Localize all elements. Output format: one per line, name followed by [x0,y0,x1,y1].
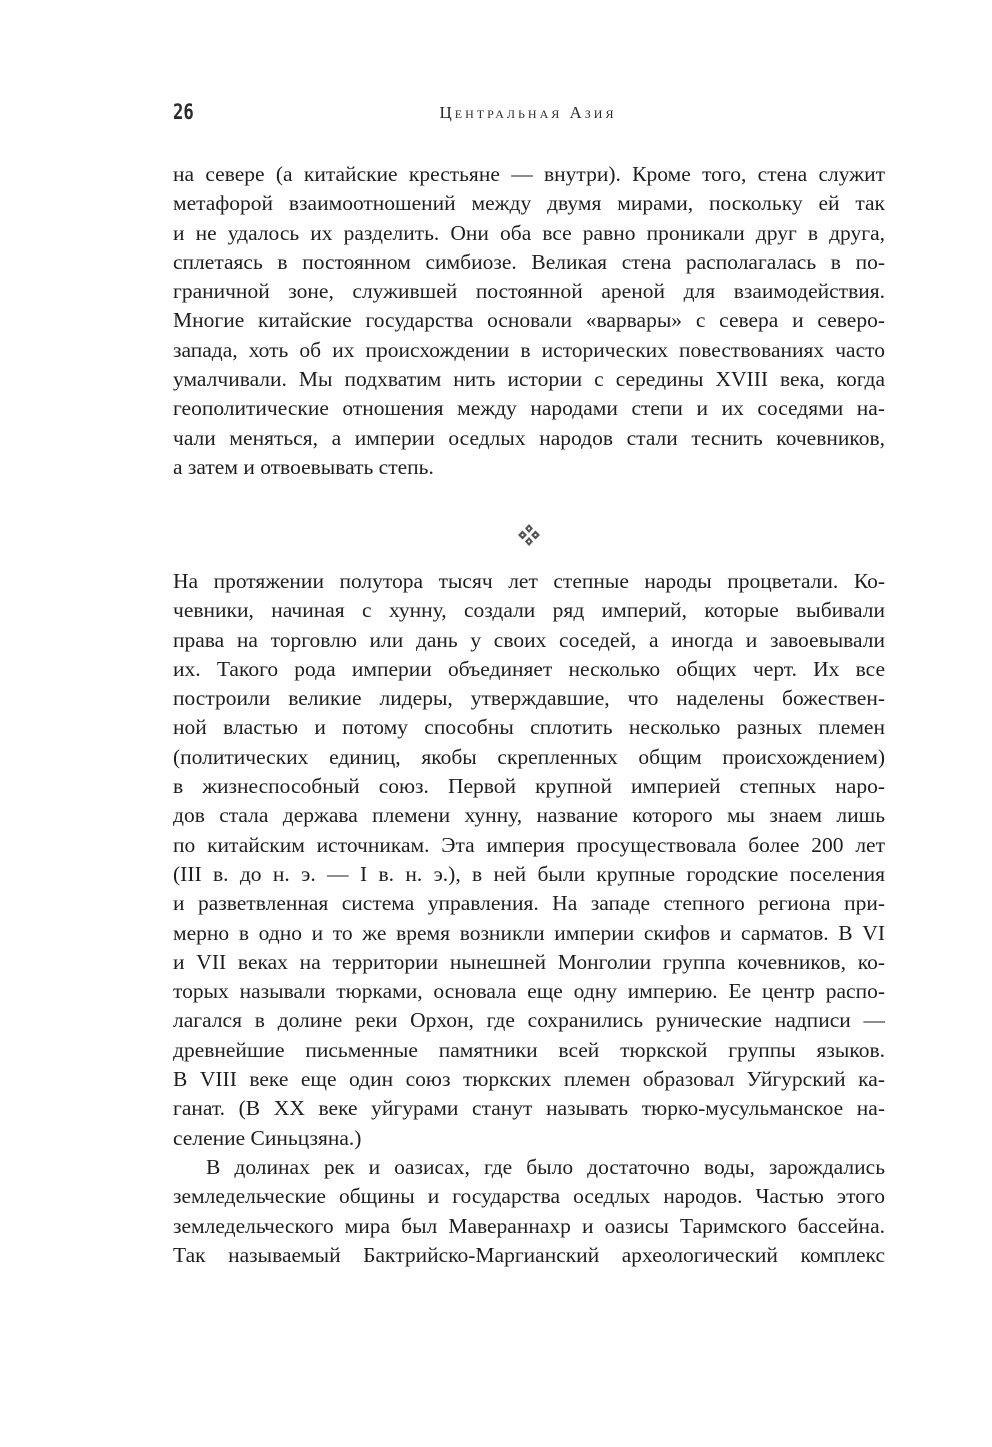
text-line: построили великие лидеры, утверждавшие, что наделены божествен- [173,686,885,711]
page-number: 26 [173,100,194,124]
paragraph-continued [173,160,885,482]
text-line: лагался в долине реки Орхон, где сохранились рунические надписи — [173,1008,885,1033]
text-line: по китайским источникам. Эта империя просуществовала более 200 лет [173,832,885,857]
text-line: права на торговлю или дань у своих соседей, а иногда и завоевывали [173,627,885,652]
text-line: мерно в одно и то же время возникли империи скифов и сарматов. В VI [173,920,885,945]
text-line: селение Синьцзяна.) [173,1125,362,1150]
text-line: умалчивали. Мы подхватим нить истории с середины XVIII века, когда [173,367,885,392]
text-line: чали меняться, а империи оседлых народов стали теснить кочевников, [173,425,885,450]
text-line: а затем и отвоевывать степь. [173,454,434,479]
text-line: и VII веках на территории нынешней Монголии группа кочевников, ко- [173,949,885,974]
text-line: геополитические отношения между народами степи и их соседями на- [173,396,885,421]
text-line: Так называемый Бактрийско-Маргианский археологический комплекс [173,1242,885,1267]
text-line: древнейшие письменные памятники всей тюркской группы языков. [173,1037,885,1062]
text-line: запада, хоть об их происхождении в исторических повествованиях часто [173,337,885,362]
text-line: их. Такого рода империи объединяет несколько общих черт. Их все [173,656,885,681]
text-line: сплетаясь в постоянном симбиозе. Великая стена располагалась в по- [173,249,885,274]
text-line: ной властью и потому способны сплотить несколько разных племен [173,715,885,740]
text-line: метафорой взаимоотношений между двумя мирами, поскольку ей так [173,191,885,216]
text-line: граничной зоне, служившей постоянной ареной для взаимодействия. [173,279,885,304]
text-line: Многие китайские государства основали «варвары» с севера и северо- [173,308,885,333]
running-head-title: Центральная Азия [439,103,617,122]
text-line: дов стала держава племени хунну, название которого мы знаем лишь [173,803,885,828]
text-line: земледельческого мира был Мавераннахр и оазисы Таримского бассейна. [173,1213,885,1238]
text-line: (политических единиц, якобы скрепленных общим происхождением) [173,744,885,769]
text-line: В VIII веке еще один союз тюркских племен образовал Уйгурский ка- [173,1067,885,1092]
text-line: На протяжении полутора тысяч лет степные народы процветали. Ко- [173,569,885,593]
section-divider-ornament-icon [516,523,542,547]
text-line: торых называли тюрками, основала еще одну империю. Ее центр распо- [173,979,885,1004]
text-line: на севере (а китайские крестьяне — внутри). Кроме того, стена служит [173,162,885,186]
text-line: в жизнеспособный союз. Первой крупной империей степных наро- [173,774,885,799]
text-line: (III в. до н. э. — I в. н. э.), в ней были крупные городские поселения [173,861,885,886]
text-line: и не удалось их разделить. Они оба все равно проникали друг в друга, [173,220,885,245]
body-text [173,567,885,1270]
text-line: земледельческие общины и государства оседлых народов. Частью этого [173,1184,885,1209]
text-line: В долинах рек и оазисах, где было достаточно воды, зарождались [206,1154,885,1179]
text-line: ганат. (В XX веке уйгурами станут называть тюрко-мусульманское на- [173,1096,885,1121]
text-line: чевники, начиная с хунну, создали ряд империй, которые выбивали [173,598,885,623]
text-line: и разветвленная система управления. На западе степного региона при- [173,891,885,916]
